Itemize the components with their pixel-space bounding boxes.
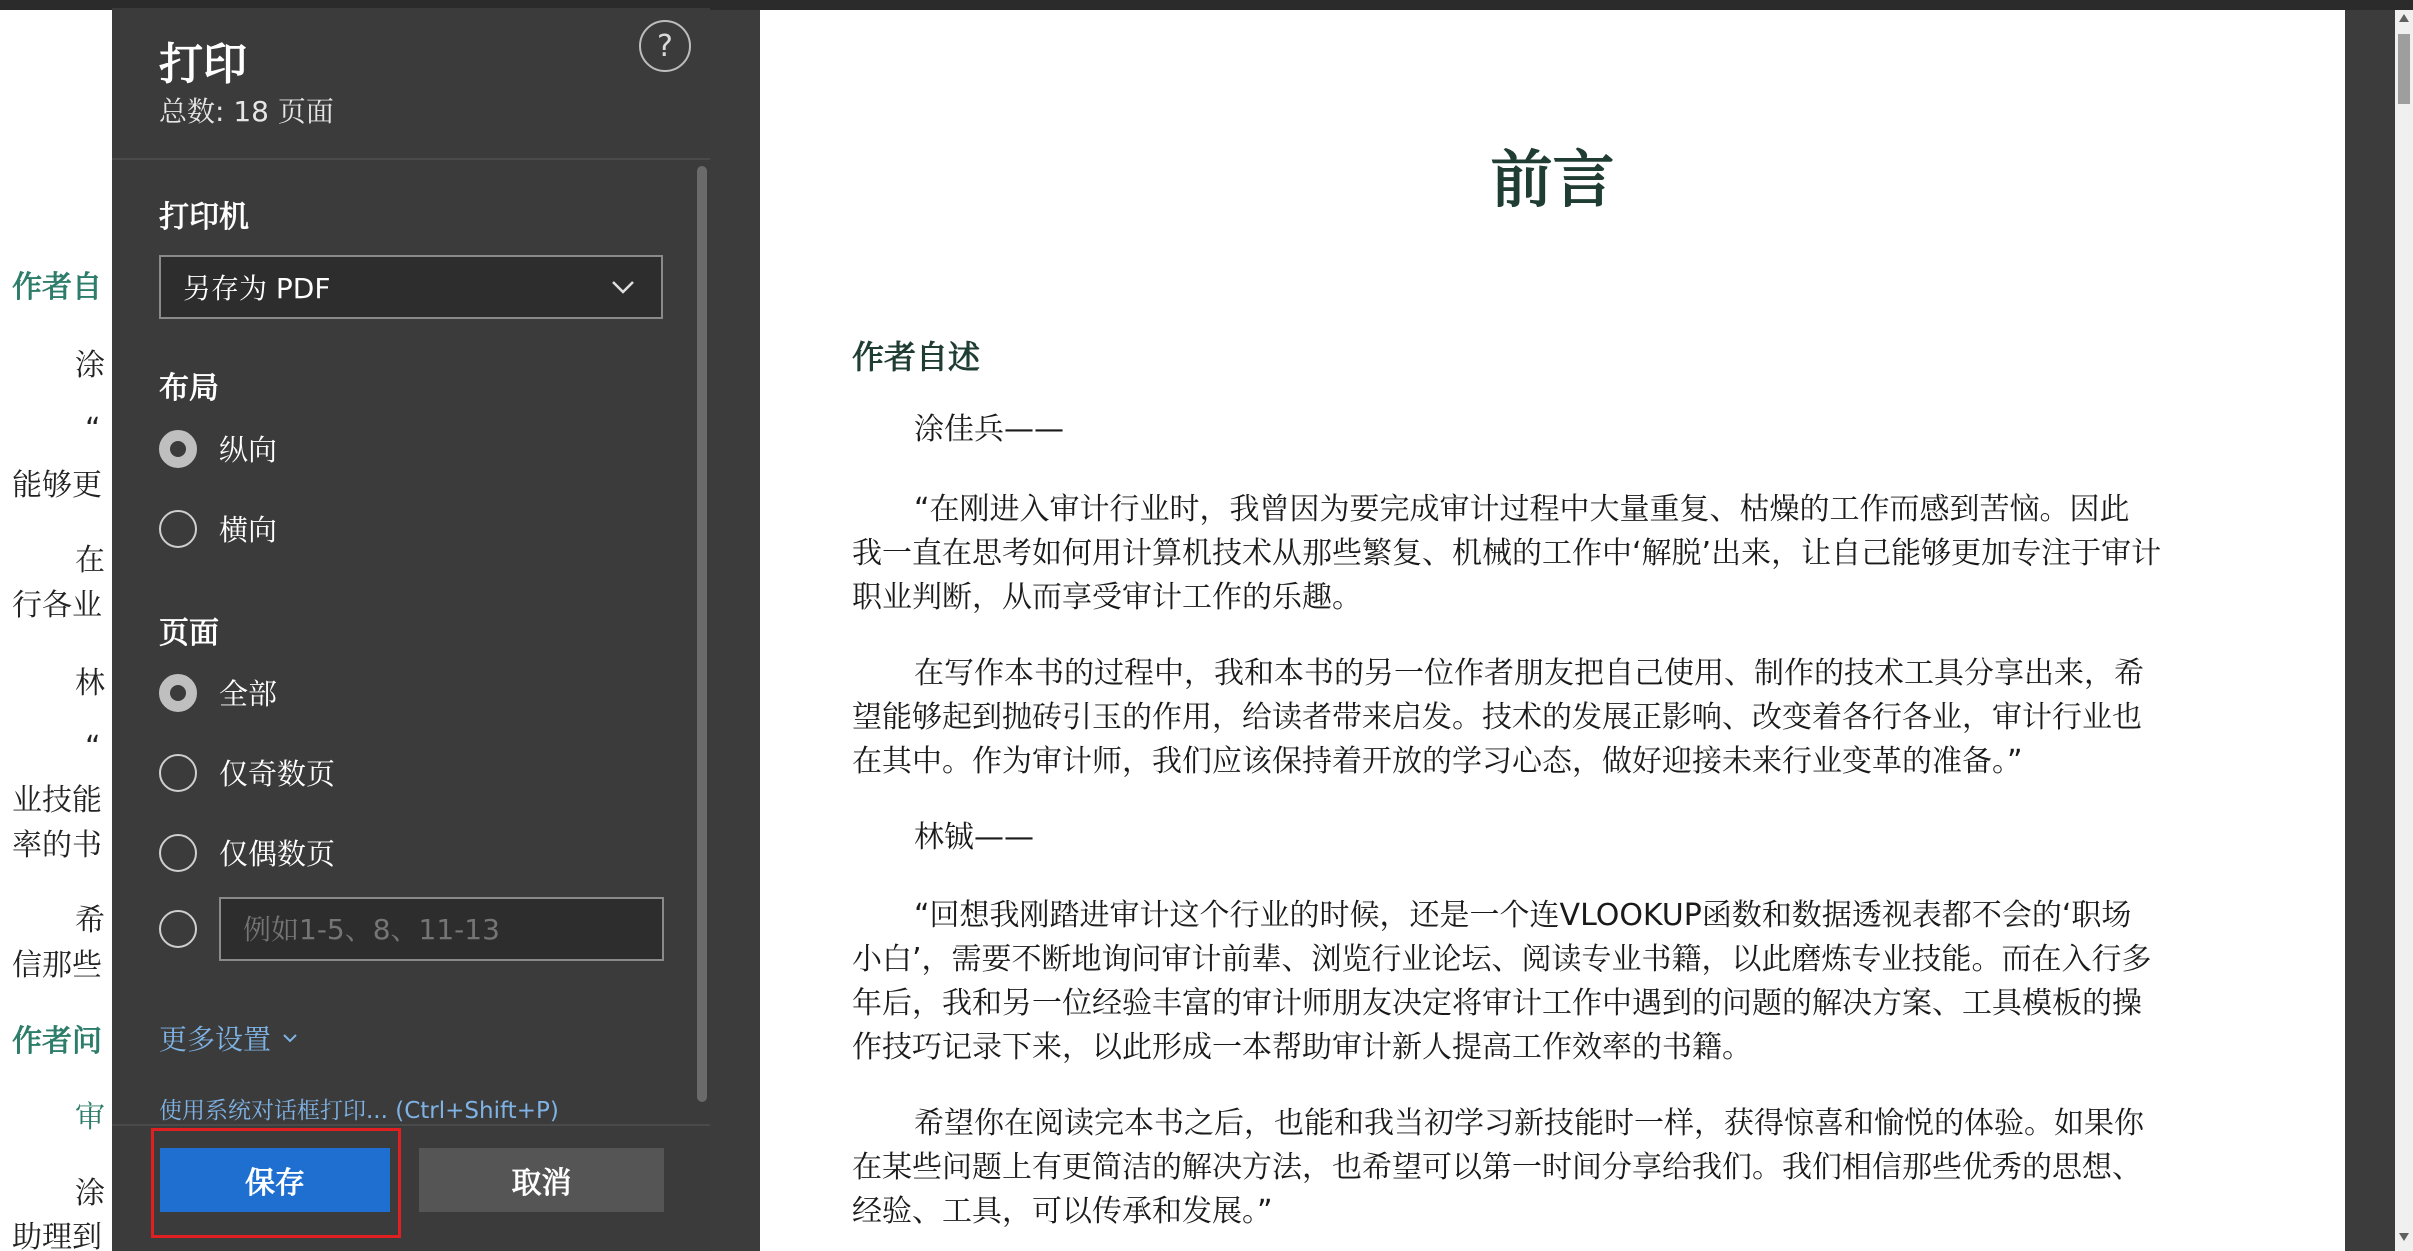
printer-select[interactable]	[159, 255, 663, 319]
paragraph-line: 小白’，需要不断地询问审计前辈、浏览行业论坛、阅读专业书籍，以此磨炼专业技能。而在入行多	[852, 942, 2152, 977]
chevron-down-icon	[281, 1029, 299, 1047]
more-settings-label: 更多设置	[159, 1023, 272, 1056]
paragraph-line: 职业判断，从而享受审计工作的乐趣。	[852, 580, 1362, 615]
layout-label: 布局	[159, 371, 219, 406]
paragraph-line: 我一直在思考如何用计算机技术从那些繁复、机械的工作中‘解脱’出来，让自己能够更加专注于审计	[852, 536, 2162, 571]
paragraph	[852, 652, 2252, 784]
pages-odd-option[interactable]	[159, 752, 335, 793]
bg-text: 涂	[75, 1176, 105, 1211]
paragraph-line: 希望你在阅读完本书之后，也能和我当初学习新技能时一样，获得惊喜和愉悦的体验。如果你	[914, 1106, 2144, 1141]
page-title: 前言	[1490, 143, 1615, 216]
radio-label: 仅奇数页	[219, 757, 336, 791]
preview-scrollbar[interactable]	[2395, 10, 2413, 1251]
radio-button[interactable]	[159, 754, 197, 792]
pages-label: 页面	[159, 616, 219, 651]
author-name: 林铖——	[914, 820, 1034, 855]
chevron-down-icon	[609, 273, 637, 301]
bg-text: 作者问	[12, 1024, 102, 1059]
radio-button[interactable]	[159, 510, 197, 548]
paragraph-line: 年后，我和另一位经验丰富的审计师朋友决定将审计工作中遇到的问题的解决方案、工具模板的操	[852, 986, 2142, 1021]
bg-text: 信那些	[12, 948, 102, 983]
pages-custom-option[interactable]	[159, 910, 197, 948]
pages-even-option[interactable]	[159, 832, 335, 873]
preview-scrollbar-thumb[interactable]	[2398, 34, 2410, 104]
paragraph	[852, 1102, 2252, 1234]
custom-pages-input[interactable]	[219, 897, 664, 961]
bg-text: 在	[75, 543, 105, 578]
bg-text: 希	[75, 903, 105, 938]
radio-label: 纵向	[219, 433, 278, 467]
bg-text: “	[85, 730, 101, 765]
author-name: 涂佳兵——	[914, 412, 1064, 447]
system-dialog-link[interactable]: 使用系统对话框打印... (Ctrl+Shift+P)	[159, 1098, 559, 1124]
scroll-up-icon[interactable]	[2399, 14, 2409, 22]
bg-text: 涂	[75, 348, 105, 383]
bg-text: 业技能	[12, 783, 102, 818]
help-button[interactable]	[639, 20, 691, 72]
cancel-button[interactable]: 取消	[419, 1148, 664, 1212]
printer-label: 打印机	[159, 200, 249, 235]
radio-button-checked[interactable]	[159, 430, 197, 468]
print-preview-page	[760, 10, 2345, 1251]
radio-button[interactable]	[159, 834, 197, 872]
layout-portrait-option[interactable]	[159, 428, 277, 469]
paragraph-line: 在某些问题上有更简洁的解决方法，也希望可以第一时间分享给我们。我们相信那些优秀的思想、	[852, 1150, 2142, 1185]
radio-label: 全部	[219, 677, 278, 711]
scroll-down-icon[interactable]	[2399, 1233, 2409, 1241]
radio-button[interactable]	[159, 910, 197, 948]
background-document	[0, 0, 112, 1251]
section-heading: 作者自述	[852, 338, 981, 376]
printer-select-value: 另存为 PDF	[183, 272, 331, 305]
bg-text: 审	[75, 1100, 105, 1135]
paragraph-line: 望能够起到抛砖引玉的作用，给读者带来启发。技术的发展正影响、改变着各行各业，审计行业也	[852, 700, 2142, 735]
radio-label: 横向	[219, 513, 278, 547]
bg-text: 率的书	[12, 828, 102, 863]
print-panel	[112, 8, 710, 1251]
print-panel-header	[112, 8, 710, 160]
panel-scrollbar-thumb[interactable]	[697, 166, 707, 1102]
paragraph-line: “在刚进入审计行业时，我曾因为要完成审计过程中大量重复、枯燥的工作而感到苦恼。因此	[914, 492, 2130, 527]
help-icon: ?	[657, 28, 673, 64]
print-title: 打印	[159, 39, 247, 90]
pages-all-option[interactable]	[159, 672, 277, 713]
paragraph-line: “回想我刚踏进审计这个行业的时候，还是一个连VLOOKUP函数和数据透视表都不会的‘职场	[914, 898, 2132, 933]
bg-text: 林	[75, 666, 105, 701]
bg-text: 助理到	[12, 1220, 102, 1251]
paragraph-line: 作技巧记录下来，以此形成一本帮助审计新人提高工作效率的书籍。	[852, 1030, 1752, 1065]
bg-text: “	[85, 412, 101, 447]
bg-text: 能够更	[12, 468, 102, 503]
paragraph-line: 在写作本书的过程中，我和本书的另一位作者朋友把自己使用、制作的技术工具分享出来，希	[914, 656, 2144, 691]
paragraph	[852, 894, 2252, 1070]
bg-text: 行各业	[12, 588, 102, 623]
save-button[interactable]: 保存	[160, 1148, 390, 1212]
page-count: 总数: 18 页面	[159, 95, 334, 128]
layout-landscape-option[interactable]	[159, 508, 277, 549]
footer-divider	[112, 1124, 710, 1126]
bg-text: 作者自	[12, 270, 102, 305]
radio-button-checked[interactable]	[159, 674, 197, 712]
paragraph-line: 经验、工具，可以传承和发展。”	[852, 1194, 1273, 1229]
paragraph-line: 在其中。作为审计师，我们应该保持着开放的学习心态，做好迎接未来行业变革的准备。”	[852, 744, 2023, 779]
panel-scrollbar[interactable]	[697, 158, 707, 1104]
radio-label: 仅偶数页	[219, 837, 336, 871]
more-settings-link[interactable]	[159, 1018, 299, 1058]
paragraph	[852, 488, 2252, 620]
